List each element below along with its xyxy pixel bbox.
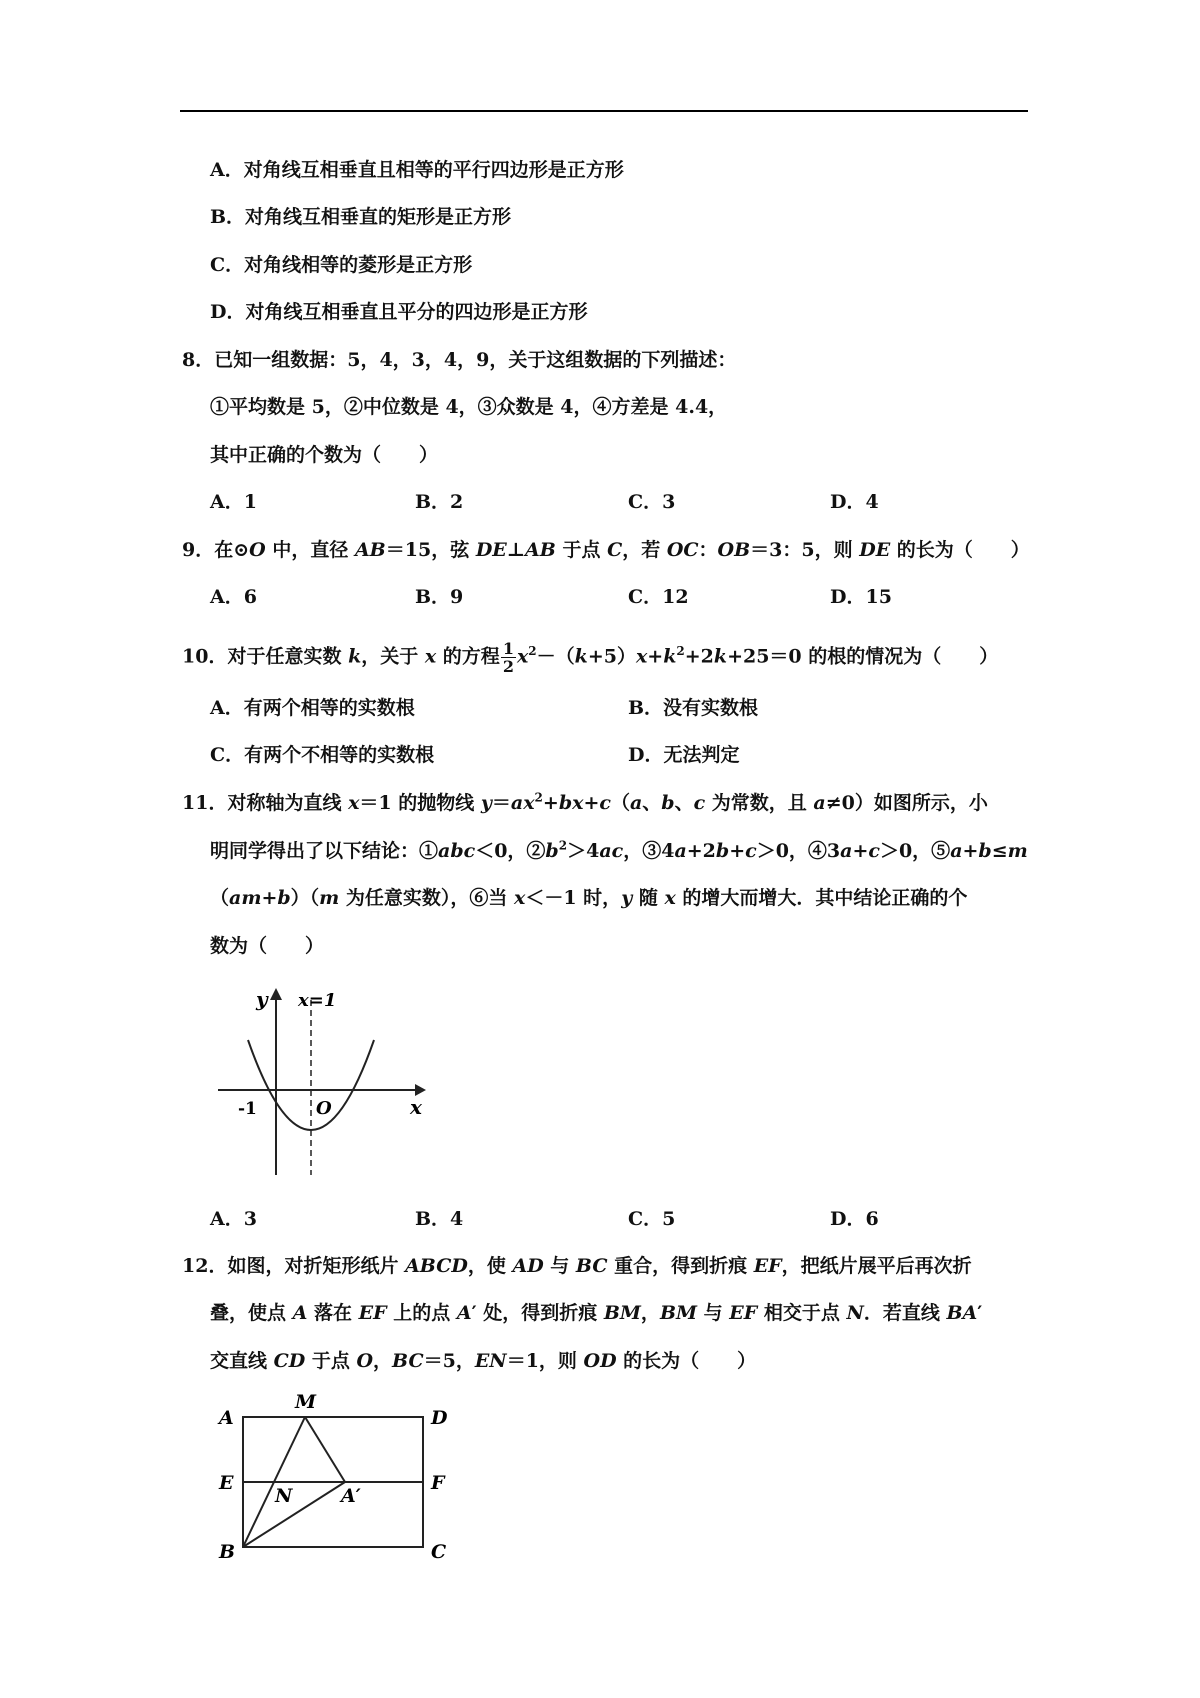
q10-option-b: B．没有实数根 [628,697,759,719]
label-b: B [219,1541,236,1563]
label-neg1: -1 [238,1099,257,1119]
label-origin: O [316,1098,332,1119]
q12-rectangle-figure [205,1390,465,1570]
q8-ask: 其中正确的个数为（ ） [210,444,439,466]
q10-option-c: C．有两个不相等的实数根 [210,744,435,766]
header-rule [180,110,1028,112]
q11-stem-line4: 数为（ ） [210,935,325,957]
q11-option-b: B．4 [415,1208,464,1230]
label-x: x [410,1095,422,1119]
label-a: A [219,1407,234,1429]
label-e: E [219,1472,234,1494]
q9-option-a: A．6 [210,586,257,608]
q10-option-a: A．有两个相等的实数根 [210,697,415,719]
q9-option-d: D．15 [830,586,892,608]
q11-stem-line3: （am+b）（m 为任意实数），⑥当 x＜－1 时，y 随 x 的增大而增大．其中结论正确的个 [210,887,968,909]
q11-stem-line2: 明同学得出了以下结论：①abc＜0，$②b^2>4ac$，③4a+2b+c＞0，④3a+c＞0，⑤a+b≤m [210,838,1028,862]
q7-option-b: B．对角线互相垂直的矩形是正方形 [210,206,512,228]
q10-option-d: D．无法判定 [628,744,740,766]
q9-option-c: C．12 [628,586,689,608]
q11-option-d: D．6 [830,1208,879,1230]
label-a-prime: A′ [341,1485,361,1507]
q8-option-a: A．1 [210,491,257,513]
q11-option-c: C．5 [628,1208,676,1230]
y-axis-arrow-icon [270,988,282,1000]
q12-stem-line1: 12．如图，对折矩形纸片 ABCD，使 AD 与 BC 重合，得到折痕 EF，把纸片展平后再次折 [182,1255,972,1277]
label-c: C [431,1541,447,1563]
q12-stem-line2: 叠，使点 A 落在 EF 上的点 A′ 处，得到折痕 BM，BM 与 EF 相交于点 N．若直线 BA′ [210,1302,983,1324]
label-m: M [295,1391,317,1413]
q11-parabola-figure [210,980,430,1180]
q8-stem: 8．已知一组数据：5，4，3，4，9，关于这组数据的下列描述： [182,349,737,371]
q11-option-a: A．3 [210,1208,257,1230]
q9-stem: 9．在⊙O 中，直径 AB＝15，弦 DE⊥AB 于点 C，若 OC：OB＝3：5，则 DE 的长为（ ） [182,539,1030,561]
q8-items: ①平均数是 5，②中位数是 4，③众数是 4，④方差是 4.4， [210,396,728,418]
q7-option-c: C．对角线相等的菱形是正方形 [210,254,473,276]
q10-stem: 10．对于任意实数 k，关于 x 的方程 $\frac{1}{2}$ $x^2-(k+5)x+k^2+2k+25=0$ 的根的情况为（ ） [182,639,999,676]
label-d: D [431,1407,448,1429]
q12-stem-line3: 交直线 CD 于点 O，BC＝5，EN＝1，则 OD 的长为（ ） [210,1350,757,1372]
label-n: N [275,1485,293,1507]
q7-option-d: D．对角线互相垂直且平分的四边形是正方形 [210,301,588,323]
segment-ma2 [305,1417,345,1482]
fraction-one-half: $\frac{1}{2}$ [502,639,514,676]
q8-option-b: B．2 [415,491,464,513]
label-f: F [431,1472,445,1494]
label-axis-x1: x=1 [298,990,337,1011]
q9-option-b: B．9 [415,586,464,608]
label-y: y [256,987,268,1011]
q8-option-c: C．3 [628,491,676,513]
q11-stem-line1: 11．对称轴为直线 x＝1 的抛物线 $y=ax^2+bx+c(a$、b、c 为常数，且 a≠0）如图所示，小 [182,790,988,814]
q8-option-d: D．4 [830,491,879,513]
q7-option-a: A．对角线互相垂直且相等的平行四边形是正方形 [210,159,624,181]
